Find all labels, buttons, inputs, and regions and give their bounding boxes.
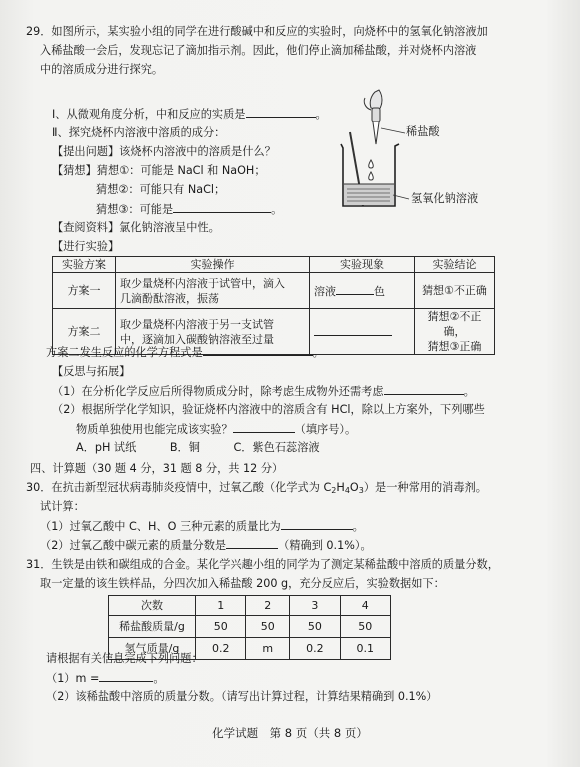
q29-guess3-text: 猜想③：可能是 <box>96 203 174 216</box>
q29-reflection-1: （1）在分析化学反应后所得物质成分时，除考虑生成物外还需考虑 。 <box>52 385 475 398</box>
answer-blank[interactable] <box>246 106 316 118</box>
table-cell: 50 <box>246 616 290 638</box>
conclusion-1: 猜想①不正确 <box>415 273 495 309</box>
q29-guess1: 【猜想】猜想①：可能是 NaCl 和 NaOH； <box>52 164 266 177</box>
header-conclusion: 实验结论 <box>415 257 495 273</box>
answer-blank[interactable] <box>233 421 295 433</box>
plan-2: 方案二 <box>53 309 116 355</box>
conclusion-2-line1: 猜想②不正确， <box>427 310 482 338</box>
beaker-dropper-figure <box>335 88 560 216</box>
q30-text-b: H <box>336 481 345 494</box>
q31-ask: 请根据有关信息完成下列问题： <box>46 652 203 665</box>
q29-equation-text: 方案二发生反应的化学方程式是 <box>46 346 203 359</box>
q31-part1-text: （1）m = <box>46 672 100 685</box>
q29-part1: Ⅰ、从微观角度分析，中和反应的实质是 。 <box>52 108 327 121</box>
answer-blank[interactable] <box>314 324 392 336</box>
q29-part2: Ⅱ、探究烧杯内溶液中溶质的成分： <box>52 126 226 139</box>
conclusion-2 <box>415 309 495 355</box>
q29-part1-text: Ⅰ、从微观角度分析，中和反应的实质是 <box>52 108 246 121</box>
q30-text-a: 30．在抗击新型冠状病毒肺炎疫情中，过氧乙酸（化学式为 C <box>26 481 332 494</box>
q30-part2 <box>40 537 372 553</box>
page-footer: 化学试题 第 8 页（共 8 页） <box>212 726 368 740</box>
q31-line1: 31．生铁是由铁和碳组成的合金。某化学兴趣小组的同学为了测定某稀盐酸中溶质的质量分数， <box>26 558 499 571</box>
q29-reflection-2a: （2）根据所学化学知识，验证烧杯内溶液中的溶质含有 HCl，除以上方案外，下列哪些 <box>52 403 485 416</box>
answer-blank[interactable] <box>173 201 271 213</box>
table-header-row <box>53 257 495 273</box>
q29-reflection: 【反思与拓展】 <box>52 365 131 378</box>
operation-2-line2: 中，逐滴加入碳酸钠溶液至过量 <box>120 332 274 346</box>
q29-experiment: 【进行实验】 <box>52 240 120 253</box>
q30-part2-text: （2）过氧乙酸中碳元素的质量分数是 <box>40 539 227 552</box>
q29-line3: 中的溶质成分进行探究。 <box>40 63 164 76</box>
answer-blank[interactable] <box>99 670 153 682</box>
q30-sub-1: 2 <box>331 486 337 495</box>
phenomenon-1-suffix: 色 <box>374 284 385 298</box>
q30-line2: 试计算： <box>40 500 85 513</box>
table-cell: 50 <box>340 616 390 638</box>
q29-reflection-2b-text: 物质单独使用也能完成该实验？ <box>76 423 233 436</box>
operation-1-line1: 取少量烧杯内溶液于试管中，滴入 <box>120 276 285 290</box>
table-cell: 0.2 <box>290 638 340 660</box>
answer-blank[interactable] <box>384 383 464 395</box>
row-label-times: 次数 <box>109 596 196 616</box>
answer-blank[interactable] <box>281 518 353 530</box>
plan-1: 方案一 <box>53 273 116 309</box>
table-cell: m <box>246 638 290 660</box>
phenomenon-2 <box>310 309 415 355</box>
header-operation: 实验操作 <box>116 257 310 273</box>
header-phenomenon: 实验现象 <box>310 257 415 273</box>
table-cell: 2 <box>246 596 290 616</box>
table-cell: 0.2 <box>196 638 246 660</box>
label-hydrochloric-acid: 稀盐酸 <box>406 125 440 138</box>
table-row <box>109 596 391 616</box>
q30-sub-3: 3 <box>358 486 364 495</box>
q29-options: A．pH 试纸 B．铜 C．紫色石蕊溶液 <box>76 441 320 454</box>
table-row <box>53 273 495 309</box>
row-label-acid: 稀盐酸质量/g <box>109 616 196 638</box>
q29-reflection-2b <box>76 421 356 437</box>
table-cell: 50 <box>196 616 246 638</box>
phenomenon-1-prefix: 溶液 <box>314 284 336 298</box>
operation-1 <box>116 273 310 309</box>
q31-part1: （1）m = 。 <box>46 672 165 685</box>
answer-blank[interactable] <box>203 344 313 356</box>
q30-sub-2: 4 <box>344 486 350 495</box>
q29-guess3: 猜想③：可能是 。 <box>96 203 283 216</box>
operation-1-line2: 几滴酚酞溶液，振荡 <box>120 291 219 305</box>
section-calculation-title: 四、计算题（30 题 4 分，31 题 8 分，共 12 分） <box>30 462 284 475</box>
q29-question: 【提出问题】该烧杯内溶液中的溶质是什么？ <box>52 145 276 158</box>
q30-text-d: ）是一种常用的消毒剂。 <box>363 481 487 494</box>
row-label-hydrogen: 氢气质量/g <box>109 638 196 660</box>
q30-line1 <box>26 480 487 498</box>
q29-guess2: 猜想②：可能只有 NaCl； <box>96 183 226 196</box>
q30-text-c: O <box>349 481 359 494</box>
table-row <box>109 616 391 638</box>
q30-part1-text: （1）过氧乙酸中 C、H、O 三种元素的质量比为 <box>40 520 281 533</box>
table-cell: 4 <box>340 596 390 616</box>
q29-reference: 【查阅资料】氯化钠溶液呈中性。 <box>52 221 220 234</box>
answer-blank[interactable] <box>226 537 278 549</box>
q29-reflection-2b-suffix: （填序号）。 <box>294 423 357 436</box>
header-plan: 实验方案 <box>53 257 116 273</box>
conclusion-2-line2: 猜想③正确 <box>427 340 482 353</box>
q29-reflection-1-text: （1）在分析化学反应后所得物质成分时，除考虑生成物外还需考虑 <box>52 385 384 398</box>
q29-line1: 29．如图所示，某实验小组的同学在进行酸碱中和反应的实验时，向烧杯中的氢氧化钠溶液加 <box>26 25 488 38</box>
q30-part2-suffix: （精确到 0.1%）。 <box>278 539 372 552</box>
table-cell: 0.1 <box>340 638 390 660</box>
table-cell: 1 <box>196 596 246 616</box>
operation-2-line1: 取少量烧杯内溶液于另一支试管 <box>120 317 274 331</box>
phenomenon-1 <box>310 273 415 309</box>
experiment-table <box>52 256 495 355</box>
q31-part2: （2）该稀盐酸中溶质的质量分数。（请写出计算过程，计算结果精确到 0.1%） <box>46 690 438 703</box>
q30-part1: （1）过氧乙酸中 C、H、O 三种元素的质量比为 。 <box>40 520 364 533</box>
table-cell: 50 <box>290 616 340 638</box>
q29-line2: 入稀盐酸一会后，发现忘记了滴加指示剂。因此，他们停止滴加稀盐酸，并对烧杯内溶液 <box>40 44 477 57</box>
label-sodium-hydroxide: 氢氧化钠溶液 <box>411 192 479 205</box>
table-cell: 3 <box>290 596 340 616</box>
answer-blank[interactable] <box>336 283 374 295</box>
q29-equation: 方案二发生反应的化学方程式是 。 <box>46 346 324 359</box>
q31-line2: 取一定量的该生铁样品，分四次加入稀盐酸 200 g，充分反应后，实验数据如下： <box>40 577 445 590</box>
